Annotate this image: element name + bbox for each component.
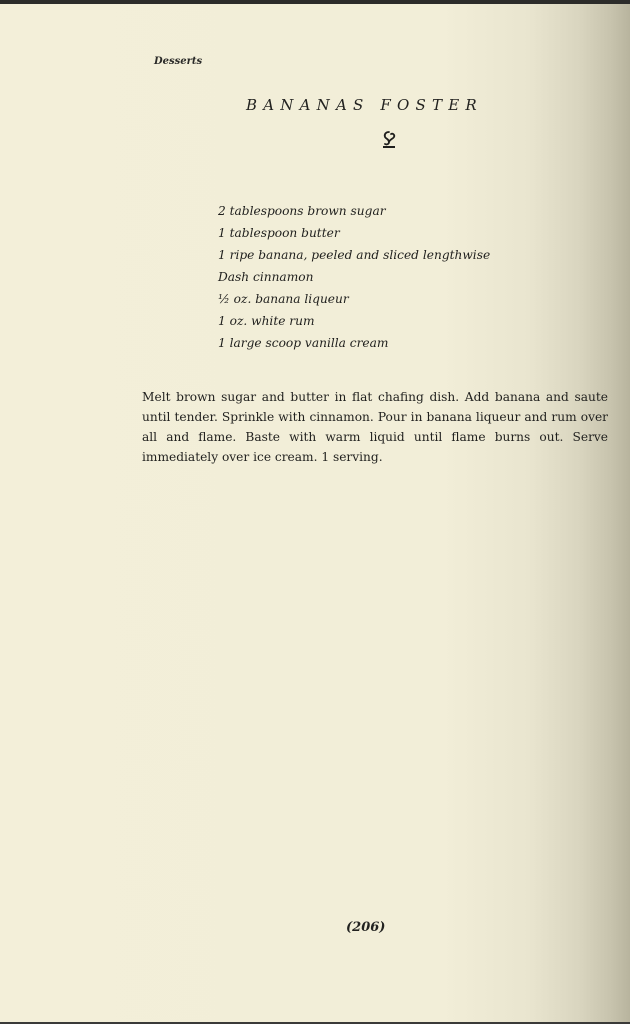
book-page	[0, 4, 630, 1022]
page-number: (206)	[346, 920, 386, 935]
ingredient-item: 1 ripe banana, peeled and sliced lengthwise	[218, 248, 491, 262]
section-header: Desserts	[154, 56, 203, 67]
ingredient-item: ½ oz. banana liqueur	[218, 292, 349, 306]
recipe-method: Melt brown sugar and butter in flat chafing dish. Add banana and saute until tender. Sprinkle with cinnamon. Pour in banana liqueur and rum over all and flame. Baste with warm liquid until flame burns out. Serve immediately over ice cream. 1 serving.	[142, 390, 608, 464]
ingredient-item: 1 large scoop vanilla cream	[218, 336, 389, 350]
fleuron-icon	[380, 130, 398, 152]
ingredient-item: Dash cinnamon	[218, 270, 314, 284]
ingredient-item: 2 tablespoons brown sugar	[218, 204, 386, 218]
ingredient-list	[218, 200, 490, 354]
recipe-title: BANANAS FOSTER	[246, 96, 483, 114]
ingredient-item: 1 tablespoon butter	[218, 226, 340, 240]
ingredient-item: 1 oz. white rum	[218, 314, 315, 328]
